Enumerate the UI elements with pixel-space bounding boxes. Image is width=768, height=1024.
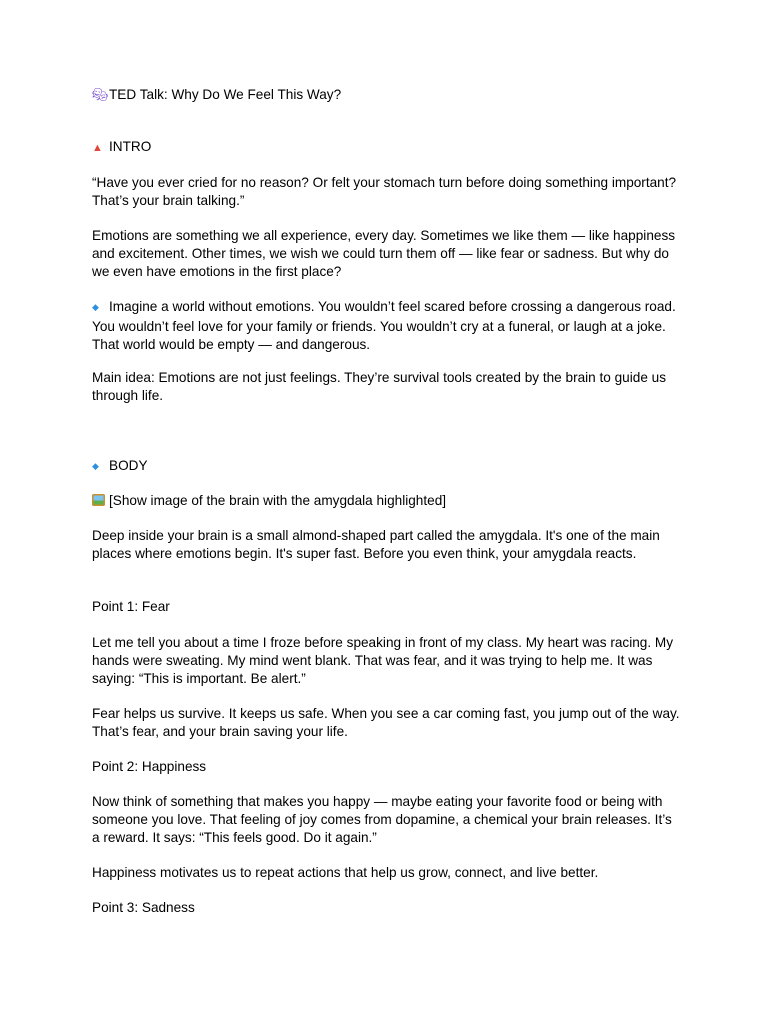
main-idea-paragraph: Main idea: Emotions are not just feelings. They’re survival tools created by the brain to guide us through life. xyxy=(92,370,667,403)
performing-arts-icon: 🎭︎ xyxy=(92,87,109,102)
body-heading xyxy=(92,457,682,477)
intro-heading xyxy=(92,138,682,158)
intro-imagine-text: Imagine a world without emotions. You wouldn’t feel scared before crossing a dangerous road. You wouldn’t feel love for your family or friends. You wouldn’t cry at a funeral, or laugh at a joke. That world would be empty — and dangerous. xyxy=(92,299,676,352)
point2-explain-paragraph: Happiness motivates us to repeat actions that help us grow, connect, and live better. xyxy=(92,865,599,880)
intro-heading-text: INTRO xyxy=(109,139,152,154)
intro-quote: “Have you ever cried for no reason? Or felt your stomach turn before doing something important? That’s your brain talking.” xyxy=(92,175,677,208)
intro-imagine-paragraph xyxy=(92,298,682,353)
document-title-text: TED Talk: Why Do We Feel This Way? xyxy=(109,87,342,102)
framed-picture-icon xyxy=(92,494,105,506)
body-heading-text: BODY xyxy=(109,458,148,473)
amygdala-paragraph: Deep inside your brain is a small almond-shaped part called the amygdala. It's one of the main places where emotions begin. It's super fast. Before you even think, your amygdala reacts. xyxy=(92,528,660,561)
image-note xyxy=(92,492,682,510)
document-title xyxy=(92,86,682,104)
point1-story-paragraph: Let me tell you about a time I froze before speaking in front of my class. My heart was racing. My hands were sweating. My mind went blank. That was fear, and it was trying to help me. It was saying: “This is important. Be alert.” xyxy=(92,635,674,686)
intro-paragraph: Emotions are something we all experience, every day. Sometimes we like them — like happiness and excitement. Other times, we wish we could turn them off — like fear or sadness. But why do we even have emotions in the first place? xyxy=(92,228,676,279)
blue-diamond-icon: ◆ xyxy=(92,461,99,471)
red-triangle-icon: ▲ xyxy=(92,142,103,154)
point2-heading: Point 2: Happiness xyxy=(92,759,207,774)
blue-diamond-icon: ◆ xyxy=(92,302,99,312)
point2-story-paragraph: Now think of something that makes you happy — maybe eating your favorite food or being with someone you love. That feeling of joy comes from dopamine, a chemical your brain releases. It’s a reward. It says: “This feels good. Do it again.” xyxy=(92,794,672,845)
point1-heading: Point 1: Fear xyxy=(92,599,170,614)
point3-heading: Point 3: Sadness xyxy=(92,900,195,915)
point1-explain-paragraph: Fear helps us survive. It keeps us safe. When you see a car coming fast, you jump out of the way. That’s fear, and your brain saving your life. xyxy=(92,706,680,739)
image-note-text: [Show image of the brain with the amygdala highlighted] xyxy=(109,493,447,508)
